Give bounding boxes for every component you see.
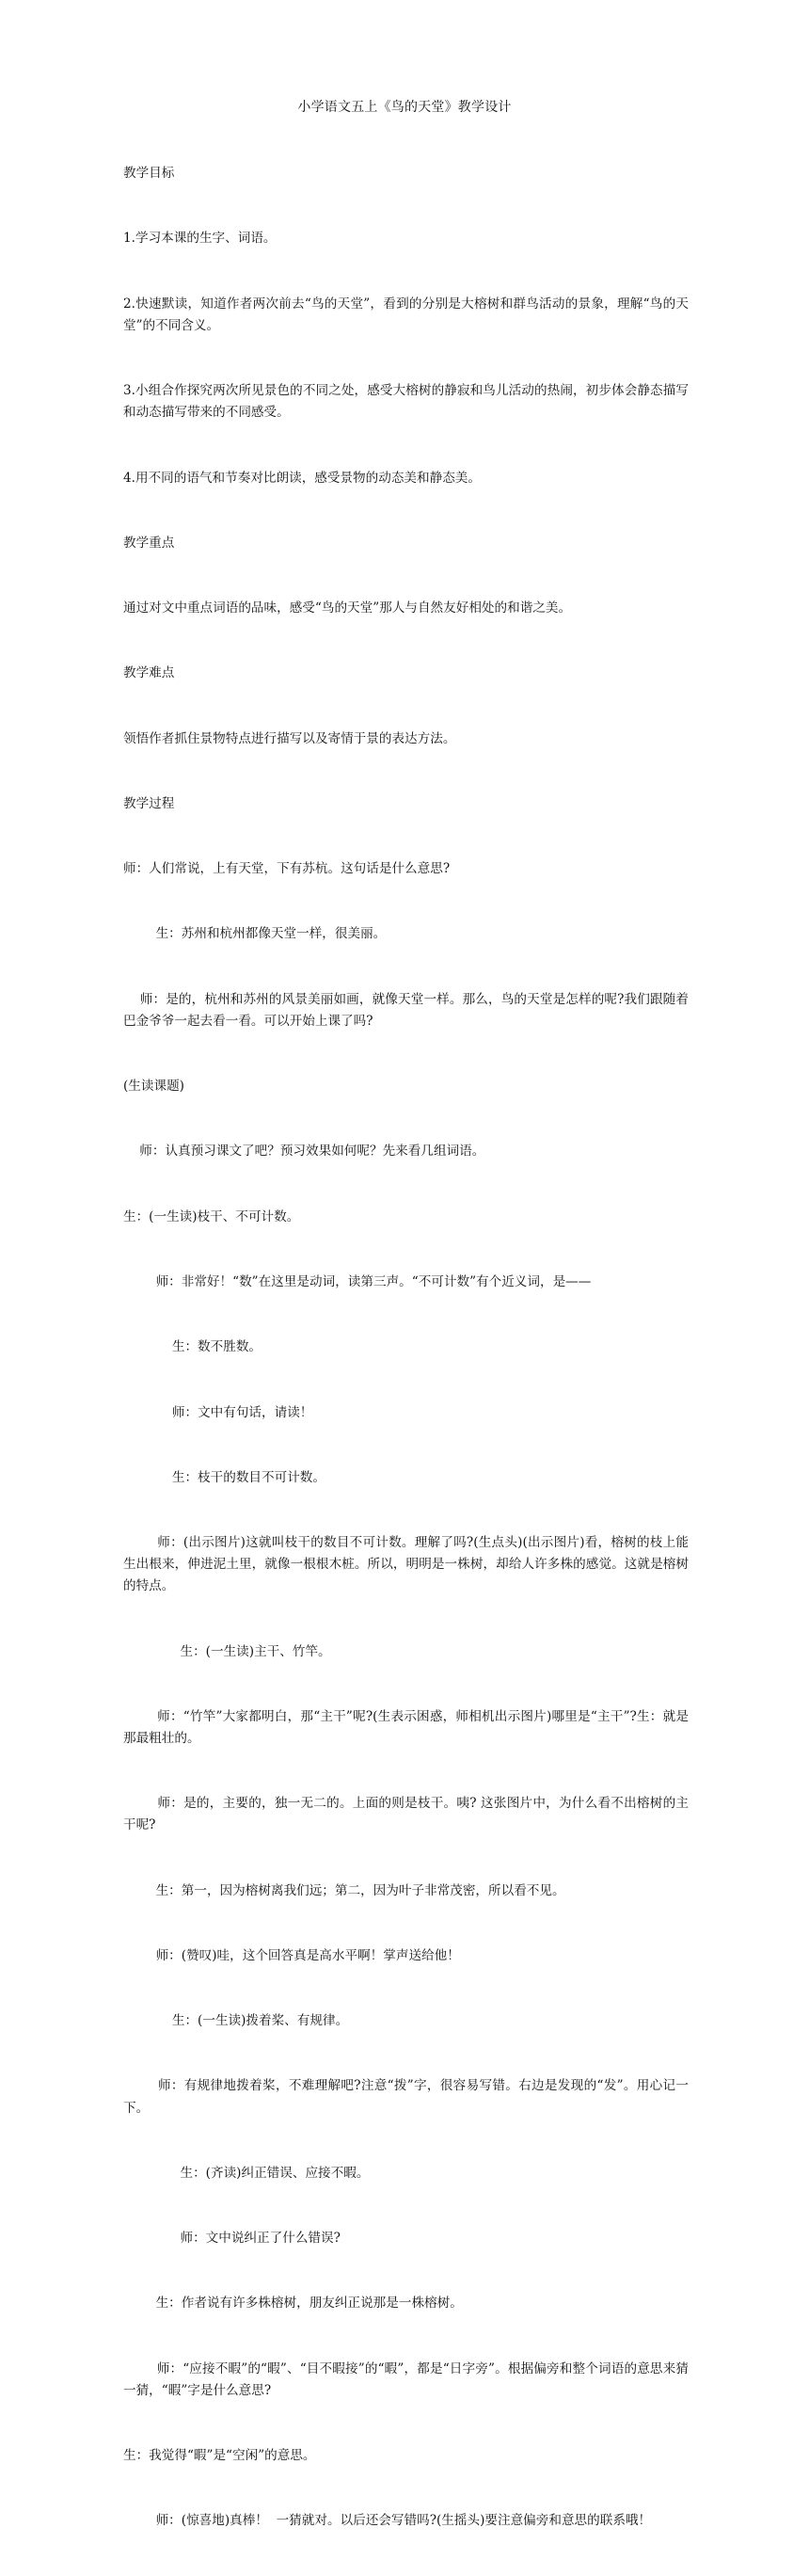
dialogue-line: 师：人们常说，上有天堂，下有苏杭。这句话是什么意思? <box>123 861 451 877</box>
dialogue-line: 生：(一生读)主干、竹竿。 <box>123 1643 331 1659</box>
dialogue-line: 生：枝干的数目不可计数。 <box>123 1469 325 1485</box>
dialogue-line: 师：有规律地拨着桨，不难理解吧?注意“拨”字，很容易写错。右边是发现的“发”。用心记一下。 <box>123 2078 689 2116</box>
objective-2: 2.快速默读，知道作者两次前去“鸟的天堂”，看到的分别是大榕树和群鸟活动的景象，理解“鸟的天堂”的不同含义。 <box>123 296 689 333</box>
dialogue-line: 师：文中说纠正了什么错误? <box>123 2231 341 2247</box>
heading-difficulties: 教学难点 <box>123 665 175 681</box>
dialogue-line: 生：苏州和杭州都像天堂一样，很美丽。 <box>123 926 387 942</box>
heading-objectives: 教学目标 <box>123 166 175 182</box>
dialogue-line: (生读课题) <box>123 1079 184 1095</box>
heading-key-points: 教学重点 <box>123 535 175 551</box>
dialogue-line: 生：作者说有许多株榕树，朋友纠正说那是一株榕树。 <box>123 2296 463 2312</box>
dialogue-line: 师：认真预习课文了吧？预习效果如何呢？先来看几组词语。 <box>123 1144 485 1160</box>
dialogue-line: 生：(齐读)纠正错误、应接不暇。 <box>123 2165 370 2181</box>
dialogue-line: 师：“应接不暇”的“暇”、“目不暇接”的“暇”，都是“日字旁”。根据偏旁和整个词语的意思来猜一猜，“暇”字是什么意思? <box>123 2360 689 2398</box>
dialogue-line: 生：(一生读)拨着桨、有规律。 <box>123 2013 349 2029</box>
dialogue-line: 师：(惊喜地)真棒！ 一猜就对。以后还会写错吗?(生摇头)要注意偏旁和意思的联系哦！ <box>123 2513 652 2529</box>
dialogue-line: 师：文中有句话，请读！ <box>123 1404 313 1420</box>
dialogue-line: 生：数不胜数。 <box>123 1339 262 1355</box>
dialogue-line: 师：(赞叹)哇，这个回答真是高水平啊！掌声送给他！ <box>123 1947 460 1963</box>
dialogue-line: 生：我觉得“暇”是“空闲”的意思。 <box>123 2448 316 2464</box>
dialogue-line: 师：(出示图片)这就叫枝干的数目不可计数。理解了吗?(生点头)(出示图片)看，榕树的枝上能生出根来，伸进泥土里，就像一根根木桩。所以，明明是一株树，却给人许多株的感觉。这就是榕树的特点。 <box>123 1535 689 1594</box>
dialogue-line: 师：非常好！“数”在这里是动词，读第三声。“不可计数”有个近义词，是—— <box>123 1273 592 1289</box>
document-body <box>123 120 689 2576</box>
dialogue-line: 师：“竹竿”大家都明白，那“主干”呢?(生表示困惑，师相机出示图片)哪里是“主干”?生：就是那最粗壮的。 <box>123 1708 689 1746</box>
key-points-text: 通过对文中重点词语的品味，感受“鸟的天堂”那人与自然友好相处的和谐之美。 <box>123 600 572 616</box>
dialogue-line: 生：第一，因为榕树离我们远；第二，因为叶子非常茂密，所以看不见。 <box>123 1882 565 1898</box>
objective-3: 3.小组合作探究两次所见景色的不同之处，感受大榕树的静寂和鸟儿活动的热闹，初步体会静态描写和动态描写带来的不同感受。 <box>123 383 689 421</box>
dialogue-line: 师：是的，主要的，独一无二的。上面的则是枝干。咦? 这张图片中，为什么看不出榕树的主干呢? <box>123 1796 689 1833</box>
dialogue-line: 师：是的，杭州和苏州的风景美丽如画，就像天堂一样。那么，鸟的天堂是怎样的呢?我们跟随着巴金爷爷一起去看一看。可以开始上课了吗? <box>123 991 689 1029</box>
document-title: 小学语文五上《鸟的天堂》教学设计 <box>297 100 512 115</box>
heading-process: 教学过程 <box>123 795 175 811</box>
objective-1: 1.学习本课的生字、词语。 <box>123 231 277 247</box>
dialogue-line: 生：(一生读)枝干、不可计数。 <box>123 1208 300 1224</box>
difficulties-text: 领悟作者抓住景物特点进行描写以及寄情于景的表达方法。 <box>123 730 456 746</box>
objective-4: 4.用不同的语气和节奏对比朗读，感受景物的动态美和静态美。 <box>123 470 481 486</box>
